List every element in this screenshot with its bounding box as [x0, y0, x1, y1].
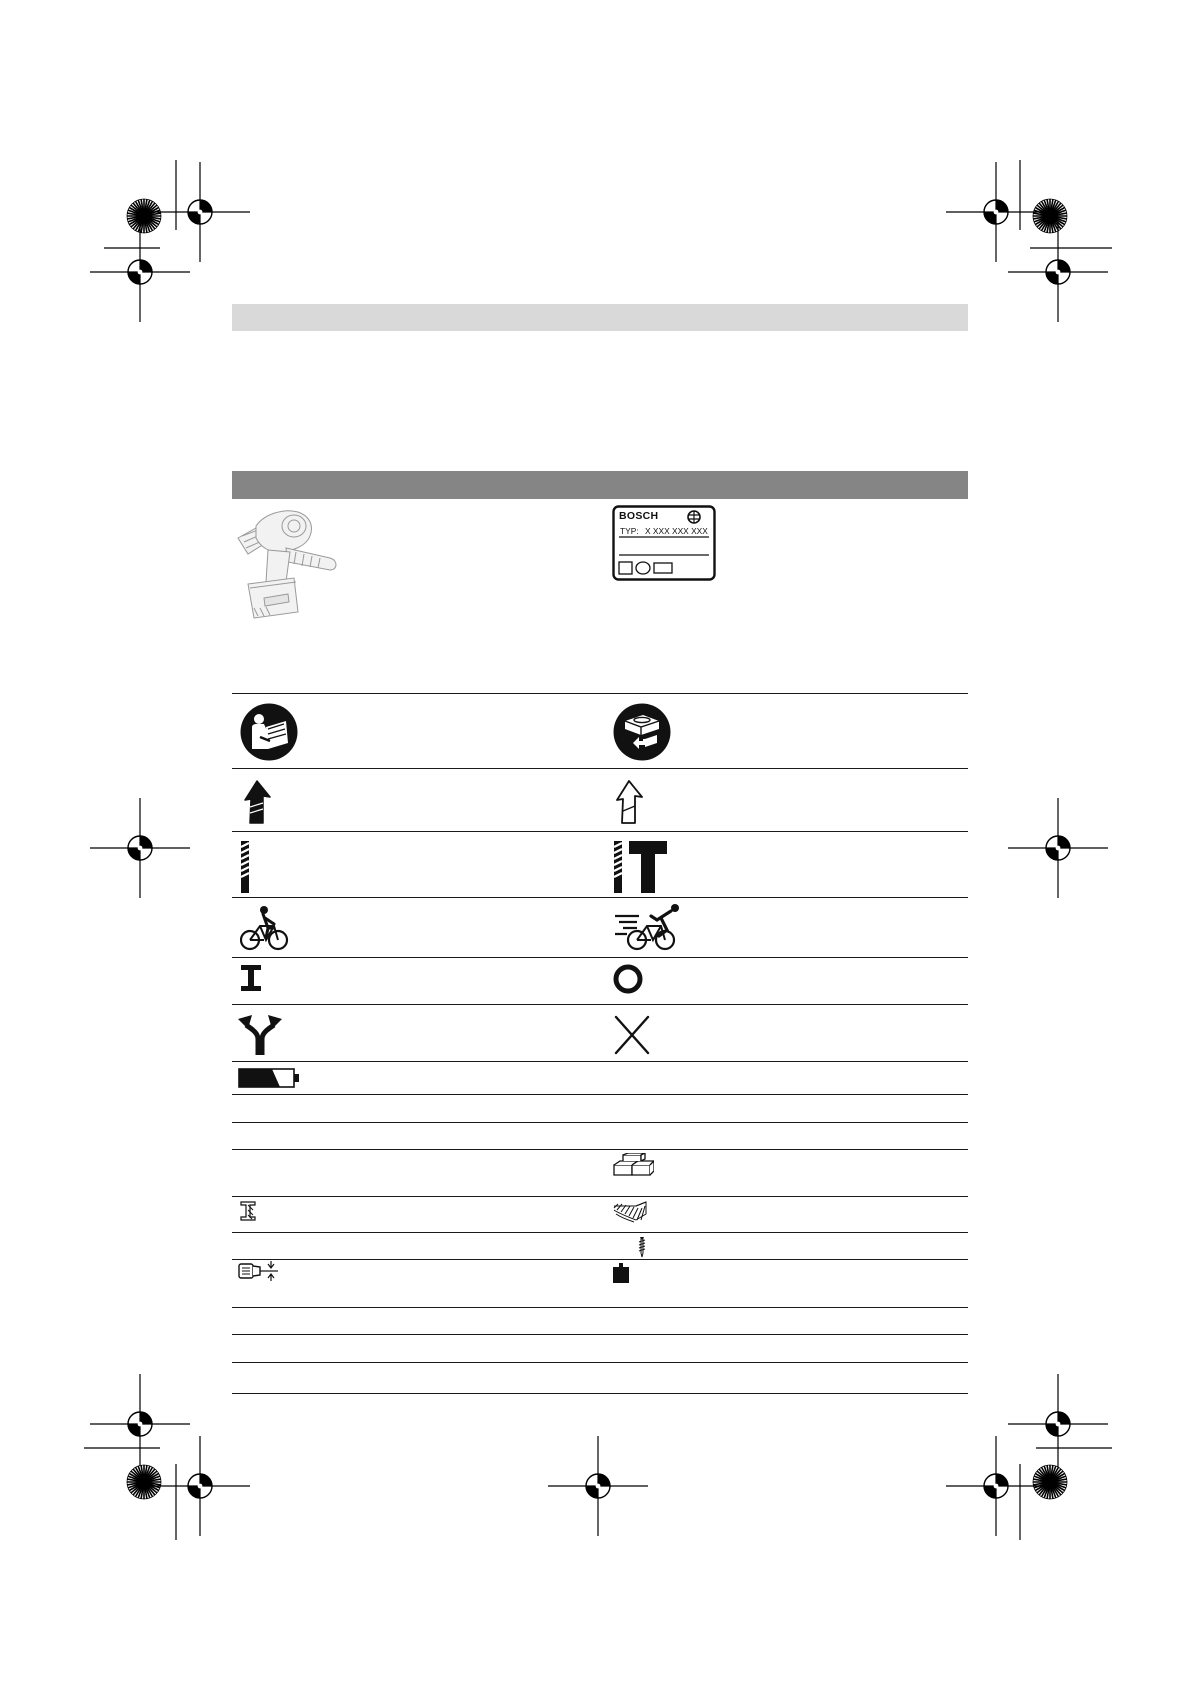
table-row-divider: [232, 1307, 968, 1308]
table-row-divider: [232, 897, 968, 898]
registration-crosshair-icon: [1008, 798, 1108, 898]
table-row-divider: [232, 1232, 968, 1233]
registration-crosshair-icon: [1008, 1374, 1108, 1474]
battery-charger-icon: [613, 703, 671, 761]
starburst-target-icon: [1033, 199, 1067, 233]
rating-plate-type-value: X XXX XXX XXX: [645, 526, 708, 536]
section-band: [232, 471, 968, 499]
table-row-divider: [232, 1149, 968, 1150]
table-row-divider: [232, 768, 968, 769]
on-symbol-icon: [240, 964, 262, 992]
steel-beam-icon: [239, 1201, 257, 1221]
table-row-divider: [232, 1094, 968, 1095]
table-top-rule: [232, 693, 968, 694]
weight-icon: [612, 1262, 630, 1284]
registration-crosshair-icon: [127, 199, 161, 233]
rotation-direction-switch-icon: [238, 1011, 282, 1055]
drilling-icon: [240, 841, 250, 893]
off-symbol-icon: [612, 963, 644, 995]
table-row-divider: [232, 1259, 968, 1260]
header-band: [232, 304, 968, 331]
table-bottom-rule: [232, 1393, 968, 1394]
table-row-divider: [232, 1122, 968, 1123]
starburst-target-icon: [1033, 1465, 1067, 1499]
cross-icon: [613, 1014, 651, 1056]
registration-crosshair-icon: [90, 798, 190, 898]
table-row-divider: [232, 957, 968, 958]
table-row-divider: [232, 1061, 968, 1062]
table-row-divider: [232, 1362, 968, 1363]
rating-plate-type-label: TYP:: [620, 526, 639, 536]
cordless-drill-driver-illustration: [234, 504, 342, 620]
masonry-bricks-icon: [612, 1153, 654, 1177]
forward-rotation-filled-arrow-icon: [242, 779, 272, 825]
registration-crosshair-icon: [946, 162, 1046, 262]
screw-icon: [637, 1236, 647, 1258]
rating-plate-brand: BOSCH: [619, 510, 659, 522]
table-row-divider: [232, 831, 968, 832]
chuck-clamping-range-icon: [238, 1260, 278, 1282]
starburst-target-icon: [127, 1465, 161, 1499]
table-row-divider: [232, 1004, 968, 1005]
registration-crosshair-icon: [90, 1374, 190, 1474]
high-speed-bicycle-icon: [613, 902, 683, 952]
registration-crosshair-icon: [90, 222, 190, 322]
registration-crosshair-icon: [150, 162, 250, 262]
registration-crosshair-icon: [548, 1436, 648, 1536]
registration-crosshair-icon: [946, 1436, 1046, 1536]
table-row-divider: [232, 1196, 968, 1197]
battery-charge-level-icon: [238, 1068, 300, 1088]
registration-crosshair-icon: [1008, 222, 1108, 322]
read-manual-icon: [240, 703, 298, 761]
impact-drilling-icon: [613, 841, 667, 893]
table-row-divider: [232, 1334, 968, 1335]
wood-icon: [612, 1200, 648, 1224]
low-speed-bicycle-icon: [240, 904, 290, 952]
registration-crosshair-icon: [150, 1436, 250, 1536]
reverse-rotation-outline-arrow-icon: [614, 779, 644, 825]
